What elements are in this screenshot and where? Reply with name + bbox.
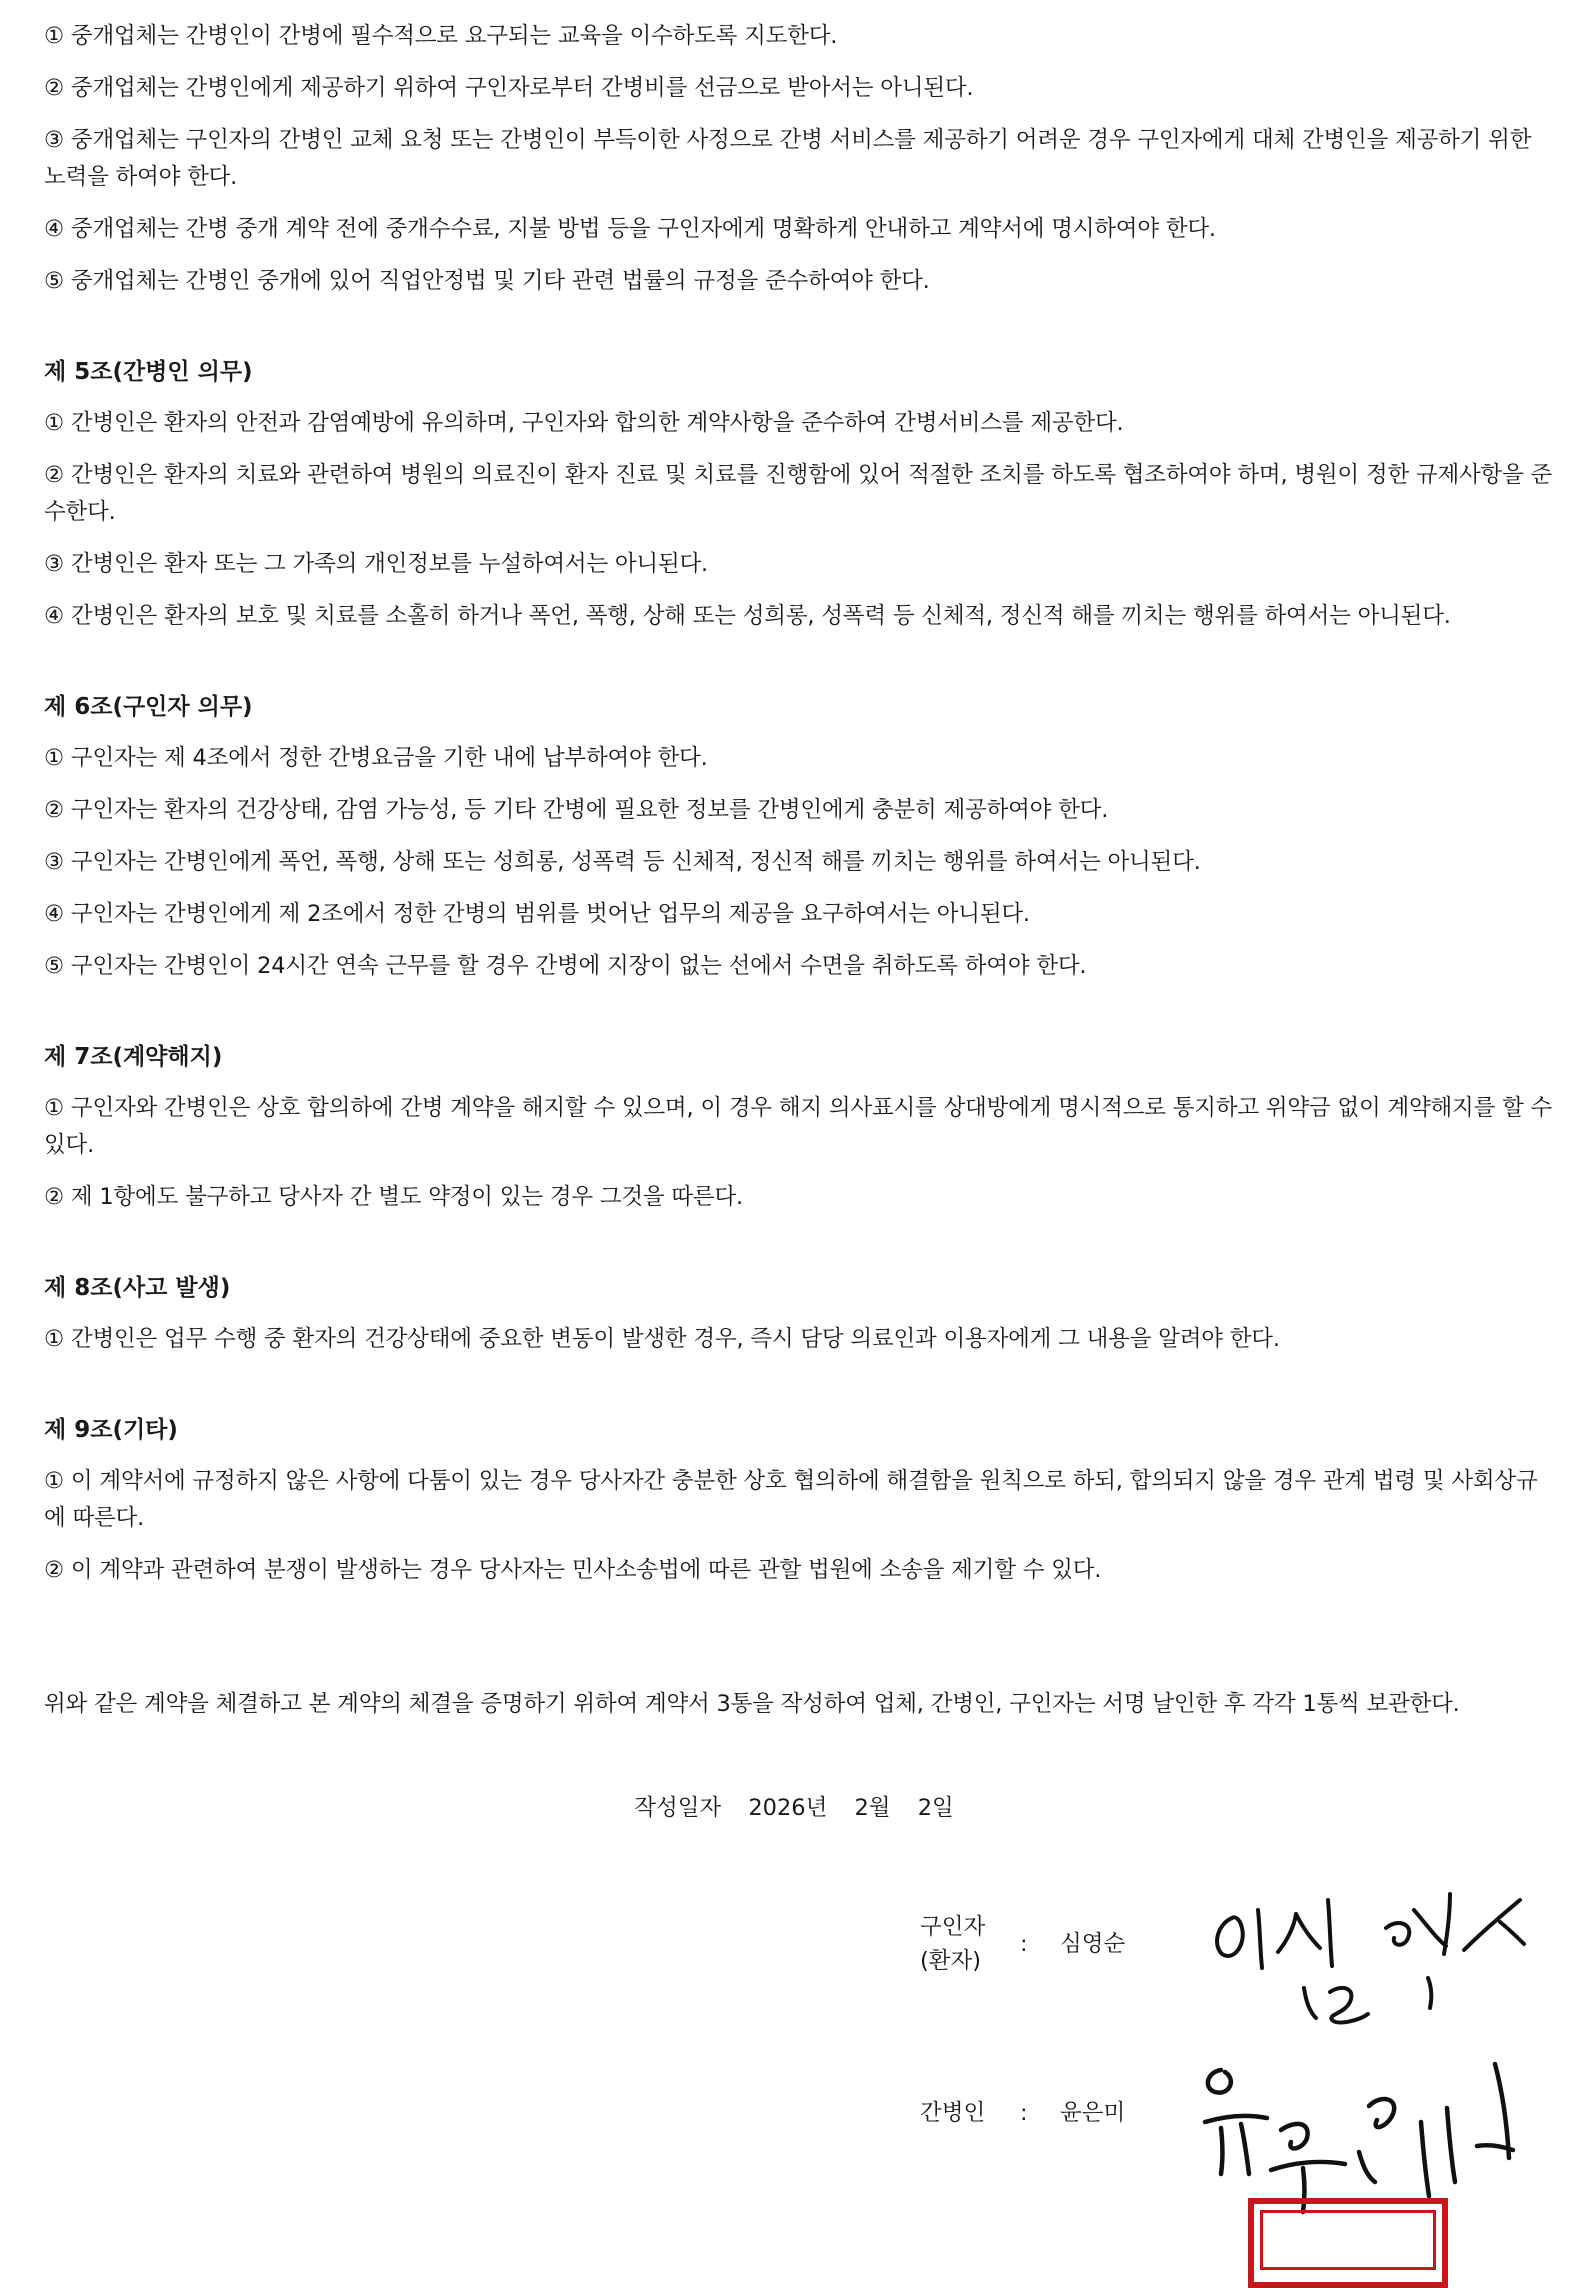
article-8 — [44, 1271, 1554, 1358]
article-heading: 제 5조(간병인 의무) — [44, 359, 253, 385]
clause: ④ 구인자는 간병인에게 제 2조에서 정한 간병의 범위를 벗어난 업무의 제공을 요구하여서는 아니된다. — [44, 901, 1030, 927]
date-month: 2월 — [854, 1795, 891, 1821]
date-day: 2일 — [917, 1795, 954, 1821]
client-handwritten-signature — [1200, 1880, 1560, 2030]
clause: ① 간병인은 환자의 안전과 감염예방에 유의하며, 구인자와 합의한 계약사항을 준수하여 간병서비스를 제공한다. — [44, 410, 1124, 436]
clause: ① 중개업체는 간병인이 간병에 필수적으로 요구되는 교육을 이수하도록 지도한다. — [44, 23, 838, 49]
clause: ⑤ 중개업체는 간병인 중개에 있어 직업안정법 및 기타 관련 법률의 규정을 준수하여야 한다. — [44, 268, 930, 294]
article-heading: 제 6조(구인자 의무) — [44, 694, 253, 720]
clause: ④ 간병인은 환자의 보호 및 치료를 소홀히 하거나 폭언, 폭행, 상해 또는 성희롱, 성폭력 등 신체적, 정신적 해를 끼치는 행위를 하여서는 아니된다. — [44, 603, 1451, 629]
client-name: 심영순 — [1060, 1931, 1126, 1957]
clause: ② 중개업체는 간병인에게 제공하기 위하여 구인자로부터 간병비를 선금으로 받아서는 아니된다. — [44, 75, 974, 101]
client-label-sub: (환자) — [920, 1948, 982, 1974]
article-heading: 제 8조(사고 발생) — [44, 1275, 231, 1301]
clause: ③ 구인자는 간병인에게 폭언, 폭행, 상해 또는 성희롱, 성폭력 등 신체적, 정신적 해를 끼치는 행위를 하여서는 아니된다. — [44, 849, 1201, 875]
closing-statement: 위와 같은 계약을 체결하고 본 계약의 체결을 증명하기 위하여 계약서 3통을 작성하여 업체, 간병인, 구인자는 서명 날인한 후 각각 1통씩 보관한다. — [44, 1690, 1460, 1717]
clause: ⑤ 구인자는 간병인이 24시간 연속 근무를 할 경우 간병에 지장이 없는 선에서 수면을 취하도록 하여야 한다. — [44, 953, 1087, 979]
clause: ② 간병인은 환자의 치료와 관련하여 병원의 의료진이 환자 진료 및 치료를 진행함에 있어 적절한 조치를 하도록 협조하여야 하며, 병원이 정한 규제사항을 준수한다. — [44, 462, 1553, 525]
article-4-continued — [44, 18, 1554, 300]
clause: ② 이 계약과 관련하여 분쟁이 발생하는 경우 당사자는 민사소송법에 따른 관할 법원에 소송을 제기할 수 있다. — [44, 1557, 1102, 1583]
article-5 — [44, 355, 1554, 635]
article-7 — [44, 1040, 1554, 1216]
clause: ① 구인자와 간병인은 상호 합의하에 간병 계약을 해지할 수 있으며, 이 경우 해지 의사표시를 상대방에게 명시적으로 통지하고 위약금 없이 계약해지를 할 수 있다. — [44, 1095, 1553, 1158]
colon: : — [1020, 2100, 1028, 2126]
caregiver-label: 간병인 — [920, 2100, 986, 2126]
caregiver-signer-row — [920, 2096, 1220, 2136]
contract-body — [44, 18, 1554, 1743]
clause: ④ 중개업체는 간병 중개 계약 전에 중개수수료, 지불 방법 등을 구인자에게 명확하게 안내하고 계약서에 명시하여야 한다. — [44, 216, 1216, 242]
clause: ② 제 1항에도 불구하고 당사자 간 별도 약정이 있는 경우 그것을 따른다. — [44, 1184, 743, 1210]
caregiver-handwritten-signature — [1185, 2050, 1565, 2220]
client-signer-row — [920, 1910, 1220, 1980]
colon: : — [1020, 1931, 1028, 1957]
date-line — [0, 1790, 1588, 1822]
article-6 — [44, 690, 1554, 985]
date-year: 2026년 — [748, 1795, 828, 1821]
article-heading: 제 7조(계약해지) — [44, 1044, 223, 1070]
clause: ③ 간병인은 환자 또는 그 가족의 개인정보를 누설하여서는 아니된다. — [44, 551, 708, 577]
date-label: 작성일자 — [634, 1795, 722, 1821]
clause: ③ 중개업체는 구인자의 간병인 교체 요청 또는 간병인이 부득이한 사정으로 간병 서비스를 제공하기 어려운 경우 구인자에게 대체 간병인을 제공하기 위한 노력을 하여야 한다. — [44, 127, 1532, 190]
red-seal-stamp — [1248, 2198, 1448, 2288]
article-heading: 제 9조(기타) — [44, 1417, 178, 1443]
clause: ① 이 계약서에 규정하지 않은 사항에 다툼이 있는 경우 당사자간 충분한 상호 협의하에 해결함을 원칙으로 하되, 합의되지 않을 경우 관계 법령 및 사회상규에 따른다. — [44, 1468, 1538, 1531]
clause: ② 구인자는 환자의 건강상태, 감염 가능성, 등 기타 간병에 필요한 정보를 간병인에게 충분히 제공하여야 한다. — [44, 797, 1109, 823]
clause: ① 구인자는 제 4조에서 정한 간병요금을 기한 내에 납부하여야 한다. — [44, 745, 708, 771]
article-9 — [44, 1413, 1554, 1589]
client-label: 구인자 — [920, 1914, 986, 1940]
clause: ① 간병인은 업무 수행 중 환자의 건강상태에 중요한 변동이 발생한 경우, 즉시 담당 의료인과 이용자에게 그 내용을 알려야 한다. — [44, 1326, 1280, 1352]
caregiver-name: 윤은미 — [1060, 2100, 1126, 2126]
